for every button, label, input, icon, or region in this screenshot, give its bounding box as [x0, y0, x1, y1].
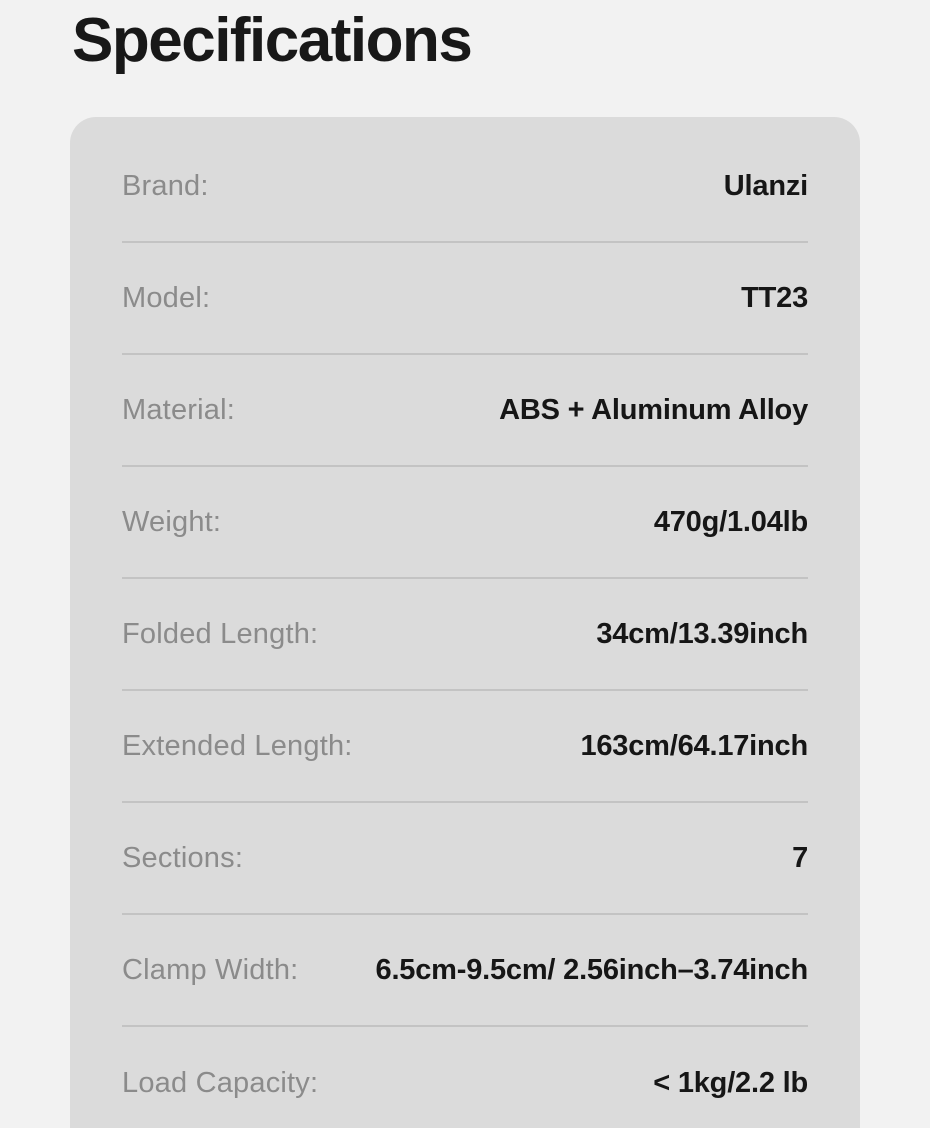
spec-value: ABS + Aluminum Alloy — [499, 393, 808, 426]
specifications-card — [70, 117, 860, 1128]
spec-label: Extended Length: — [122, 729, 353, 762]
spec-value: < 1kg/2.2 lb — [653, 1066, 808, 1099]
spec-label: Model: — [122, 281, 211, 314]
spec-row-weight — [122, 467, 808, 579]
spec-value: 7 — [792, 841, 808, 874]
spec-value: 470g/1.04lb — [653, 505, 808, 538]
spec-row-load-capacity — [122, 1027, 808, 1128]
spec-label: Material: — [122, 393, 235, 426]
spec-row-brand — [122, 131, 808, 243]
specifications-page — [0, 2, 930, 1128]
spec-label: Folded Length: — [122, 617, 319, 650]
spec-row-material — [122, 355, 808, 467]
spec-row-sections — [122, 803, 808, 915]
spec-label: Brand: — [122, 169, 209, 202]
spec-value: 34cm/13.39inch — [596, 617, 808, 650]
page-title: Specifications — [72, 6, 472, 75]
spec-value: TT23 — [741, 281, 808, 314]
spec-row-folded-length — [122, 579, 808, 691]
spec-row-clamp-width — [122, 915, 808, 1027]
spec-label: Load Capacity: — [122, 1066, 319, 1099]
spec-row-extended-length — [122, 691, 808, 803]
spec-row-model — [122, 243, 808, 355]
spec-value: 6.5cm-9.5cm/ 2.56inch–3.74inch — [375, 953, 808, 986]
spec-label: Sections: — [122, 841, 244, 874]
spec-label: Clamp Width: — [122, 953, 299, 986]
spec-value: 163cm/64.17inch — [580, 729, 808, 762]
spec-label: Weight: — [122, 505, 222, 538]
spec-value: Ulanzi — [723, 169, 808, 202]
